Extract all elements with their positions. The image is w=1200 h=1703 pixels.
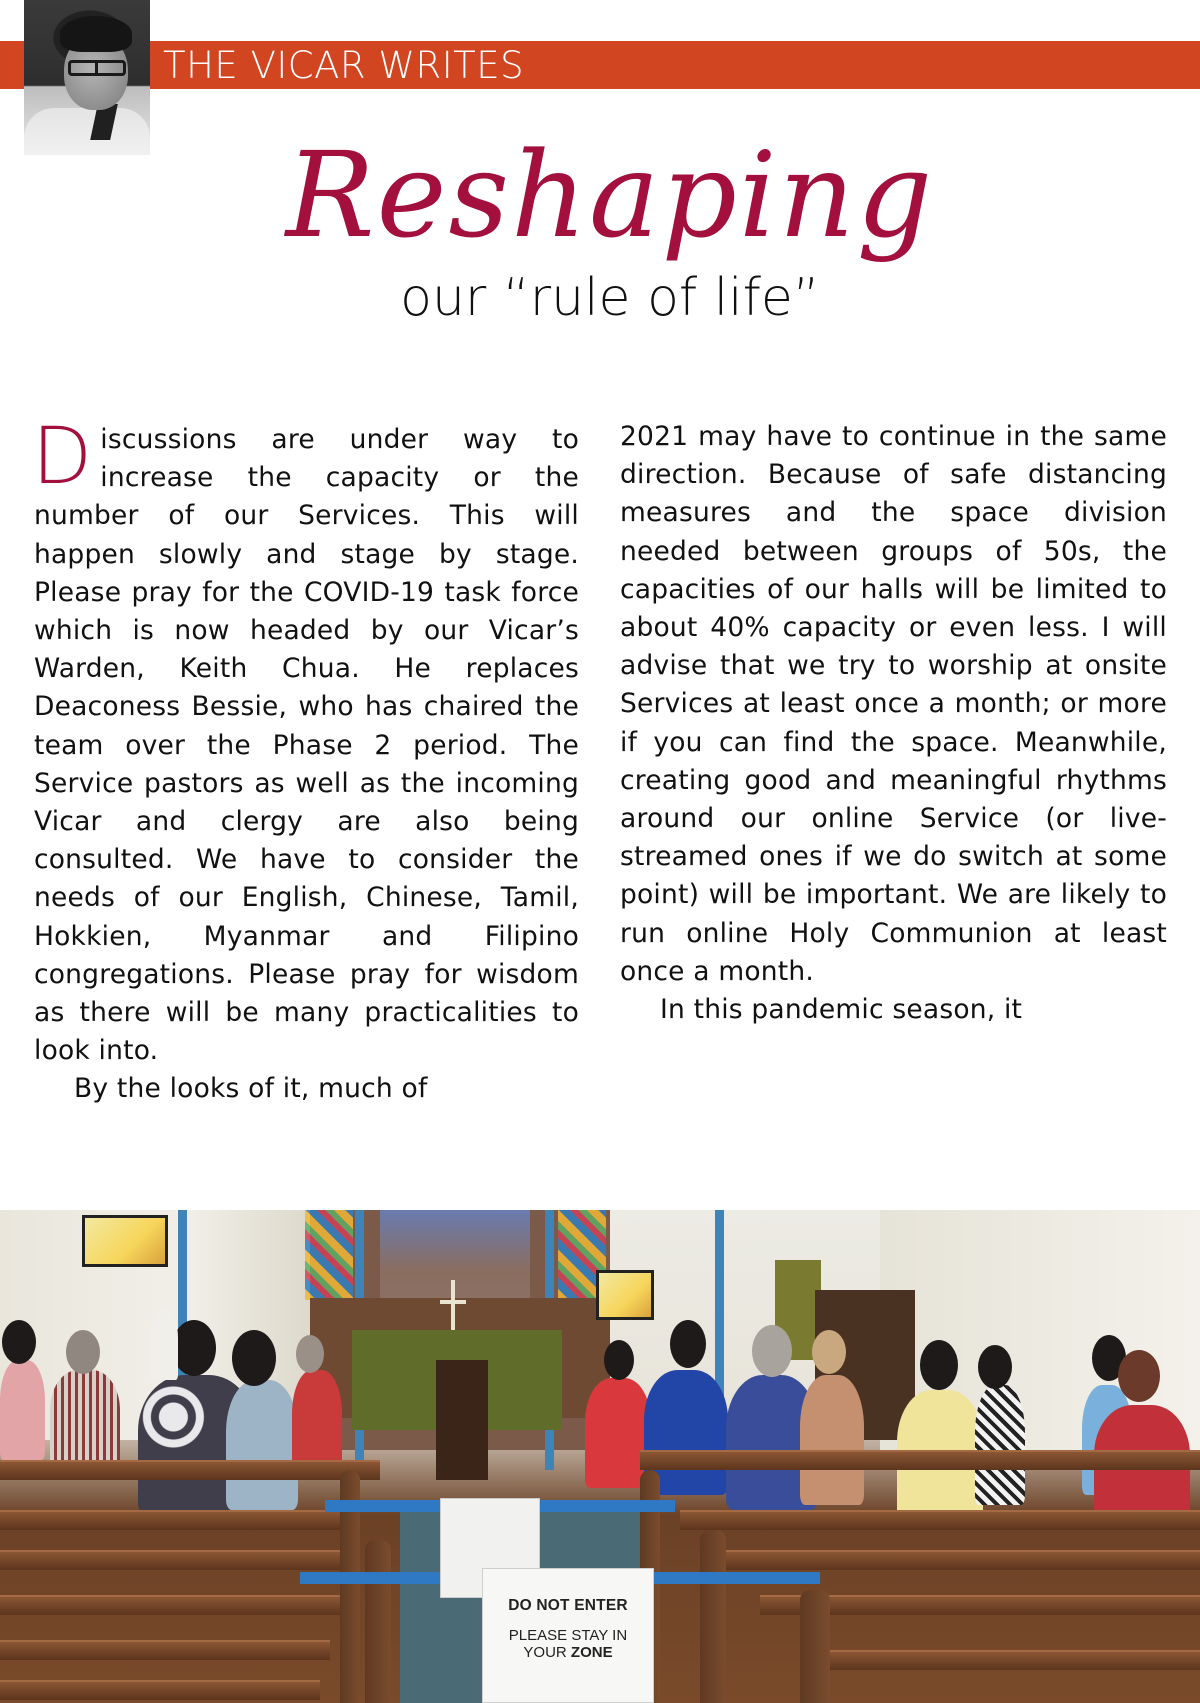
photo-pew xyxy=(700,1550,1200,1570)
sign-line-3 xyxy=(483,1644,653,1661)
photo-screen xyxy=(596,1270,654,1320)
paragraph-2-start: By the looks of it, much of xyxy=(74,1073,428,1105)
portrait-robe xyxy=(24,108,150,155)
photo-pew xyxy=(0,1550,350,1570)
vicar-portrait xyxy=(24,0,150,155)
photo-person-head xyxy=(752,1325,792,1377)
photo-person xyxy=(0,1360,45,1460)
photo-person xyxy=(585,1378,651,1488)
photo-pew xyxy=(0,1460,380,1480)
paragraph-1 xyxy=(32,412,579,1070)
article-subtitle: our “rule of life” xyxy=(400,268,820,328)
photo-person xyxy=(800,1375,864,1505)
sign-line-3-prefix: YOUR xyxy=(523,1644,571,1661)
photo-pew xyxy=(640,1450,1200,1470)
photo-person-head xyxy=(920,1340,958,1390)
altar-cross-icon-bar xyxy=(440,1300,466,1304)
article-title-script: Reshaping xyxy=(285,126,935,264)
photo-person-head xyxy=(812,1330,846,1374)
sign-line-3-bold: ZONE xyxy=(570,1644,613,1661)
photo-person-head xyxy=(604,1340,634,1380)
photo-person xyxy=(975,1385,1025,1505)
photo-person-head xyxy=(66,1330,100,1374)
do-not-enter-sign xyxy=(482,1568,654,1703)
photo-person-head xyxy=(2,1320,36,1364)
portrait-hair xyxy=(60,16,132,52)
photo-pew-end xyxy=(365,1540,391,1703)
article-column-left xyxy=(32,412,579,1109)
photo-pew xyxy=(0,1595,340,1615)
photo-person xyxy=(150,1310,178,1380)
photo-pew xyxy=(0,1510,360,1530)
article-column-right xyxy=(620,418,1167,1029)
photo-person-head xyxy=(670,1320,706,1368)
photo-person-head xyxy=(172,1320,216,1376)
paragraph-3-start: In this pandemic season, it xyxy=(660,994,1023,1026)
photo-pew xyxy=(0,1640,330,1660)
stained-glass-window xyxy=(305,1210,353,1300)
photo-person xyxy=(50,1370,120,1470)
photo-person xyxy=(226,1380,298,1510)
photo-lectern xyxy=(436,1360,488,1480)
church-photo xyxy=(0,1210,1200,1703)
sign-line-1: DO NOT ENTER xyxy=(508,1597,628,1614)
portrait-glasses xyxy=(68,60,126,76)
photo-pew-end xyxy=(700,1530,726,1703)
section-title: THE VICAR WRITES xyxy=(163,44,525,87)
paragraph-2-continued: 2021 may have to continue in the same direction. Because of safe distancing measures and the space division needed between groups of 50s, the capacities of our halls will be limited to about 40% capacity or even less. I will advise that we try to worship at onsite Services at least once a month; or more if you can find the space. Meanwhile, creating good and meaningful rhythms around our online Service (or live-streamed ones if we do switch at some point) will be important. We are likely to run online Holy Communion at least once a month. xyxy=(620,421,1167,987)
photo-person-head xyxy=(232,1330,276,1386)
photo-screen xyxy=(82,1215,168,1267)
photo-pew xyxy=(680,1510,1200,1530)
sign-line-2: PLEASE STAY IN xyxy=(508,1627,628,1644)
photo-person-head xyxy=(296,1335,324,1373)
photo-pew-end xyxy=(800,1590,830,1703)
photo-person-head xyxy=(1118,1350,1160,1402)
paragraph-1-text: iscussions are under way to increase the capacity or the number of our Services. This will happen slowly and stage by stage. Please pray for the COVID-19 task force which is now headed by our Vicar’s Warden, Keith Chua. He replaces Deaconess Bessie, who has chaired the team over the Phase 2 period. The Service pastors as well as the incoming Vicar and clergy are also being consulted. We have to consider the needs of our English, Chinese, Tamil, Hokkien, Myanmar and Filipino congregations. Please pray for wisdom as there will be many practicalities to look into. xyxy=(34,424,579,1067)
photo-person-head xyxy=(978,1345,1012,1389)
photo-pew xyxy=(820,1650,1200,1670)
drop-cap: D xyxy=(32,412,93,502)
photo-pew xyxy=(0,1680,320,1700)
